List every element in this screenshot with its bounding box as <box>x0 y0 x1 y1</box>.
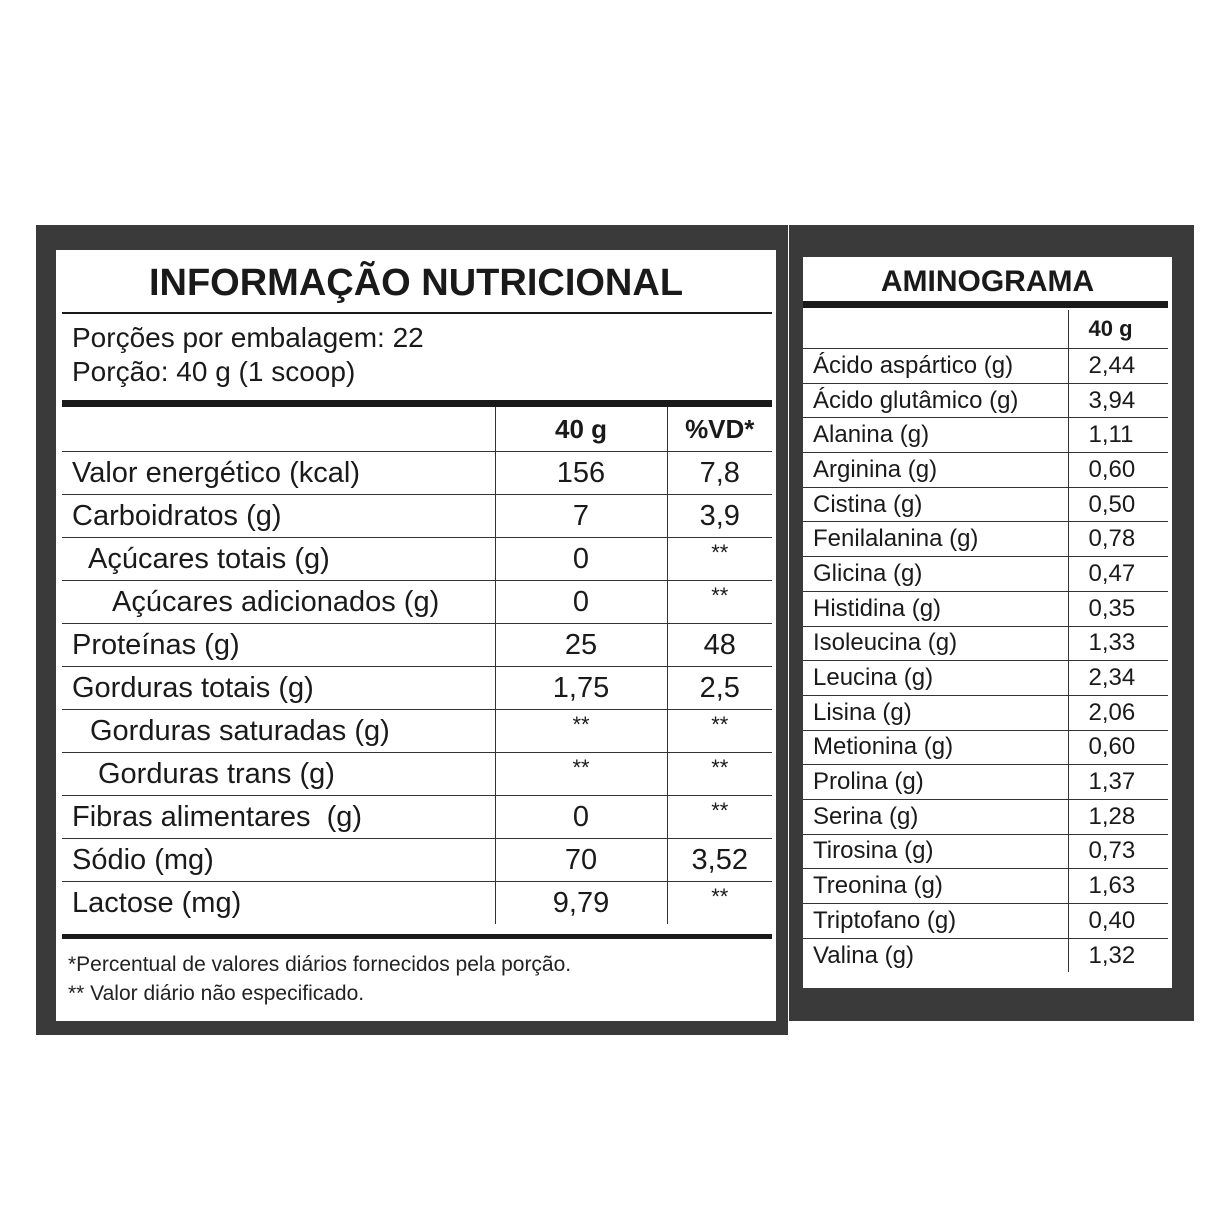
aminogram-thick-divider <box>803 301 1168 308</box>
amino-value: 0,73 <box>1068 834 1168 869</box>
nutrition-table <box>62 407 772 924</box>
nutrient-amount: 25 <box>495 624 667 667</box>
amino-value: 2,34 <box>1068 661 1168 696</box>
amino-name: Valina (g) <box>813 941 914 969</box>
nutrient-name: Carboidratos (g) <box>62 495 495 538</box>
nutrient-amount: 9,79 <box>495 882 667 925</box>
table-row <box>62 753 772 796</box>
table-row <box>62 452 772 495</box>
amino-value: 3,94 <box>1068 383 1168 418</box>
table-row <box>62 581 772 624</box>
nutrient-amount: 0 <box>495 581 667 624</box>
nutrient-dv: 48 <box>667 624 772 667</box>
amino-value: 1,28 <box>1068 799 1168 834</box>
table-row <box>62 796 772 839</box>
table-row <box>803 383 1168 418</box>
aminogram-header-row <box>803 310 1168 349</box>
nutrient-amount: 70 <box>495 839 667 882</box>
amino-value: 0,40 <box>1068 904 1168 939</box>
nutrient-name: Gorduras trans (g) <box>62 753 495 796</box>
nutrient-dv: ** <box>711 539 729 565</box>
table-row <box>62 839 772 882</box>
amino-name: Serina (g) <box>803 799 1068 834</box>
table-row <box>803 834 1168 869</box>
nutrient-name: Proteínas (g) <box>62 624 495 667</box>
table-row <box>62 495 772 538</box>
amino-name: Prolina (g) <box>803 765 1068 800</box>
nutrient-dv: ** <box>711 711 729 737</box>
nutrient-amount: 7 <box>495 495 667 538</box>
table-row <box>803 591 1168 626</box>
aminogram-header-amount: 40 g <box>1068 310 1168 349</box>
amino-name: Cistina (g) <box>803 487 1068 522</box>
title-divider <box>62 312 772 314</box>
amino-name: Triptofano (g) <box>803 904 1068 939</box>
nutrition-title: INFORMAÇÃO NUTRICIONAL <box>148 262 684 304</box>
nutrient-dv: ** <box>711 797 729 823</box>
thick-divider-bottom <box>62 934 772 939</box>
nutrient-name: Açúcares adicionados (g) <box>62 581 495 624</box>
amino-name: Metionina (g) <box>803 730 1068 765</box>
nutrient-amount: ** <box>572 711 590 737</box>
footnote-dv: *Percentual de valores diários fornecidos pela porção. <box>68 953 572 976</box>
nutrient-dv: 3,52 <box>667 839 772 882</box>
table-row <box>803 695 1168 730</box>
amino-name: Treonina (g) <box>803 869 1068 904</box>
nutrient-dv: ** <box>711 883 729 909</box>
nutrient-name: Sódio (mg) <box>62 839 495 882</box>
amino-value: 2,06 <box>1068 695 1168 730</box>
amino-value: 0,35 <box>1068 591 1168 626</box>
table-row <box>62 667 772 710</box>
table-row <box>803 453 1168 488</box>
amino-value: 1,37 <box>1068 765 1168 800</box>
aminogram-table <box>803 310 1168 972</box>
header-dv: %VD* <box>667 407 772 452</box>
table-row <box>803 349 1168 384</box>
table-row <box>803 418 1168 453</box>
table-row <box>803 799 1168 834</box>
amino-value: 1,32 <box>1068 938 1168 972</box>
amino-value: 1,11 <box>1068 418 1168 453</box>
table-row <box>803 487 1168 522</box>
nutrient-name: Valor energético (kcal) <box>62 452 495 495</box>
nutrient-dv: 3,9 <box>667 495 772 538</box>
nutrient-name: Gorduras saturadas (g) <box>62 710 495 753</box>
footnote-unspecified: ** Valor diário não especificado. <box>68 982 365 1005</box>
table-row <box>803 938 1168 972</box>
nutrient-amount: 0 <box>495 796 667 839</box>
amino-value: 1,33 <box>1068 626 1168 661</box>
table-row <box>803 730 1168 765</box>
serving-size: Porção: 40 g (1 scoop) <box>72 356 356 387</box>
amino-value: 0,47 <box>1068 557 1168 592</box>
nutrient-dv: ** <box>711 582 729 608</box>
header-name <box>62 407 495 452</box>
nutrient-amount: 156 <box>495 452 667 495</box>
amino-value: 2,44 <box>1068 349 1168 384</box>
nutrient-amount: 1,75 <box>495 667 667 710</box>
amino-value: 0,60 <box>1068 453 1168 488</box>
amino-value: 0,60 <box>1068 730 1168 765</box>
amino-name: Leucina (g) <box>803 661 1068 696</box>
amino-name: Tirosina (g) <box>803 834 1068 869</box>
amino-value: 1,63 <box>1068 869 1168 904</box>
table-row <box>62 710 772 753</box>
table-row <box>803 557 1168 592</box>
amino-name: Fenilalanina (g) <box>803 522 1068 557</box>
table-row <box>803 869 1168 904</box>
nutrient-amount: ** <box>572 754 590 780</box>
table-row <box>803 522 1168 557</box>
amino-value: 0,78 <box>1068 522 1168 557</box>
table-header-row <box>62 407 772 452</box>
table-row <box>62 538 772 581</box>
nutrient-name: Gorduras totais (g) <box>62 667 495 710</box>
amino-name: Glicina (g) <box>803 557 1068 592</box>
table-row <box>803 626 1168 661</box>
nutrient-amount: 0 <box>495 538 667 581</box>
table-row <box>803 765 1168 800</box>
amino-name: Lisina (g) <box>803 695 1068 730</box>
amino-name: Ácido aspártico (g) <box>803 349 1068 384</box>
table-row <box>803 661 1168 696</box>
servings-per-package: Porções por embalagem: 22 <box>72 322 424 353</box>
header-amount: 40 g <box>495 407 667 452</box>
nutrient-name: Lactose (mg) <box>72 886 242 919</box>
thick-divider-top <box>62 400 772 407</box>
table-row <box>62 624 772 667</box>
nutrient-dv: 7,8 <box>667 452 772 495</box>
nutrient-dv: ** <box>711 754 729 780</box>
table-row <box>803 904 1168 939</box>
nutrient-name: Açúcares totais (g) <box>62 538 495 581</box>
amino-name: Ácido glutâmico (g) <box>803 383 1068 418</box>
nutrient-name: Fibras alimentares (g) <box>62 796 495 839</box>
nutrient-dv: 2,5 <box>667 667 772 710</box>
amino-name: Alanina (g) <box>803 418 1068 453</box>
amino-name: Isoleucina (g) <box>803 626 1068 661</box>
amino-name: Arginina (g) <box>803 453 1068 488</box>
amino-value: 0,50 <box>1068 487 1168 522</box>
aminogram-title: AMINOGRAMA <box>880 265 1095 298</box>
table-row <box>62 882 772 925</box>
amino-name: Histidina (g) <box>803 591 1068 626</box>
